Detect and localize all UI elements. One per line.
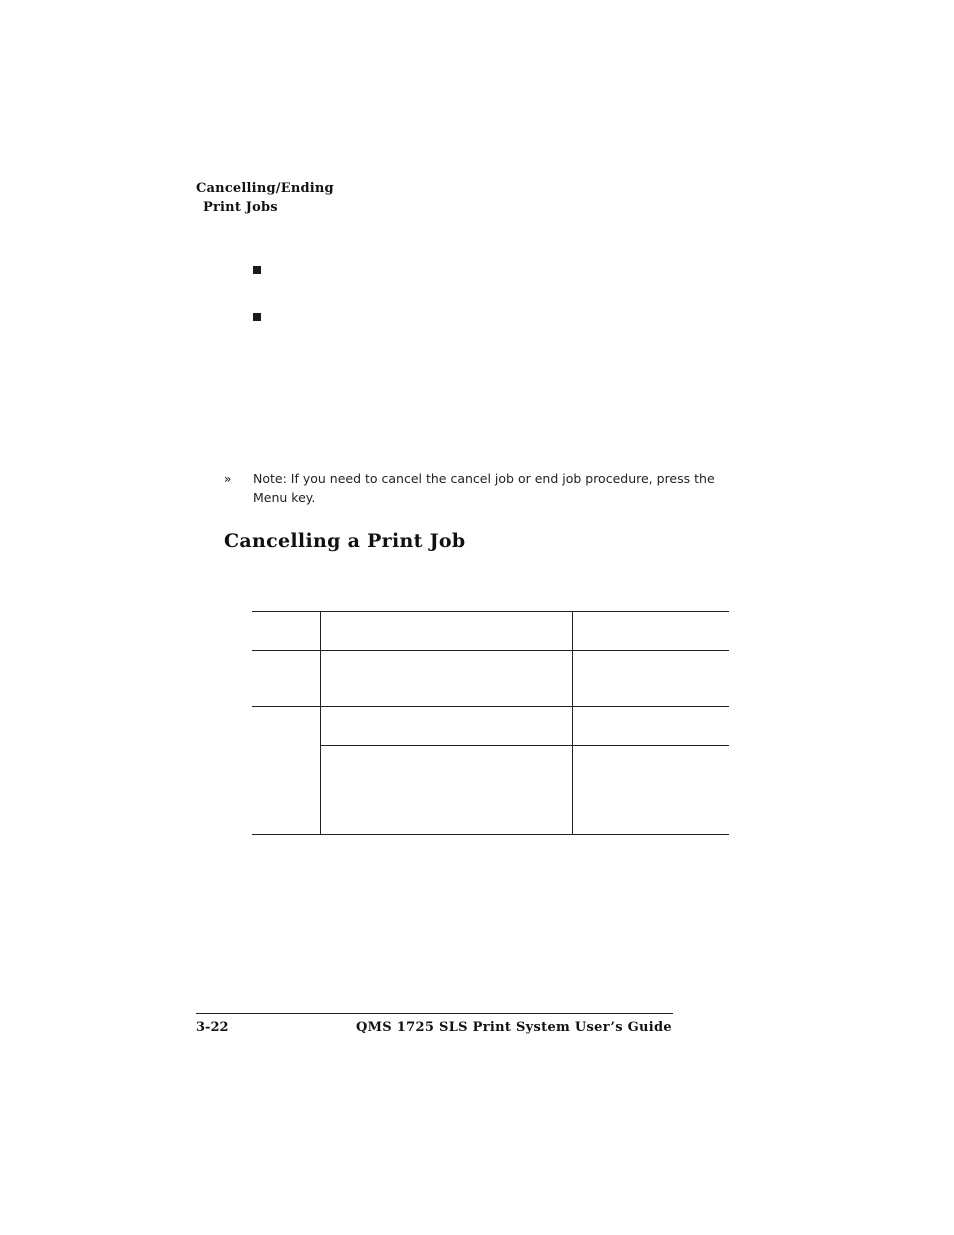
section-title: Cancelling a Print Job [224, 530, 466, 552]
bullet-square-icon [253, 313, 261, 321]
note-marker-icon: » [224, 472, 232, 486]
footer-rule [196, 1013, 673, 1014]
book-title: QMS 1725 SLS Print System User’s Guide [355, 1020, 672, 1035]
running-head-line-1: Cancelling/Ending [196, 181, 334, 196]
note-text: Note: If you need to cancel the cancel job or end job procedure, press the Menu key. [253, 471, 715, 505]
page-number: 3-22 [196, 1020, 229, 1035]
bullet-square-icon [253, 266, 261, 274]
running-head [196, 179, 334, 217]
running-head-line-2: Print Jobs [203, 200, 278, 215]
